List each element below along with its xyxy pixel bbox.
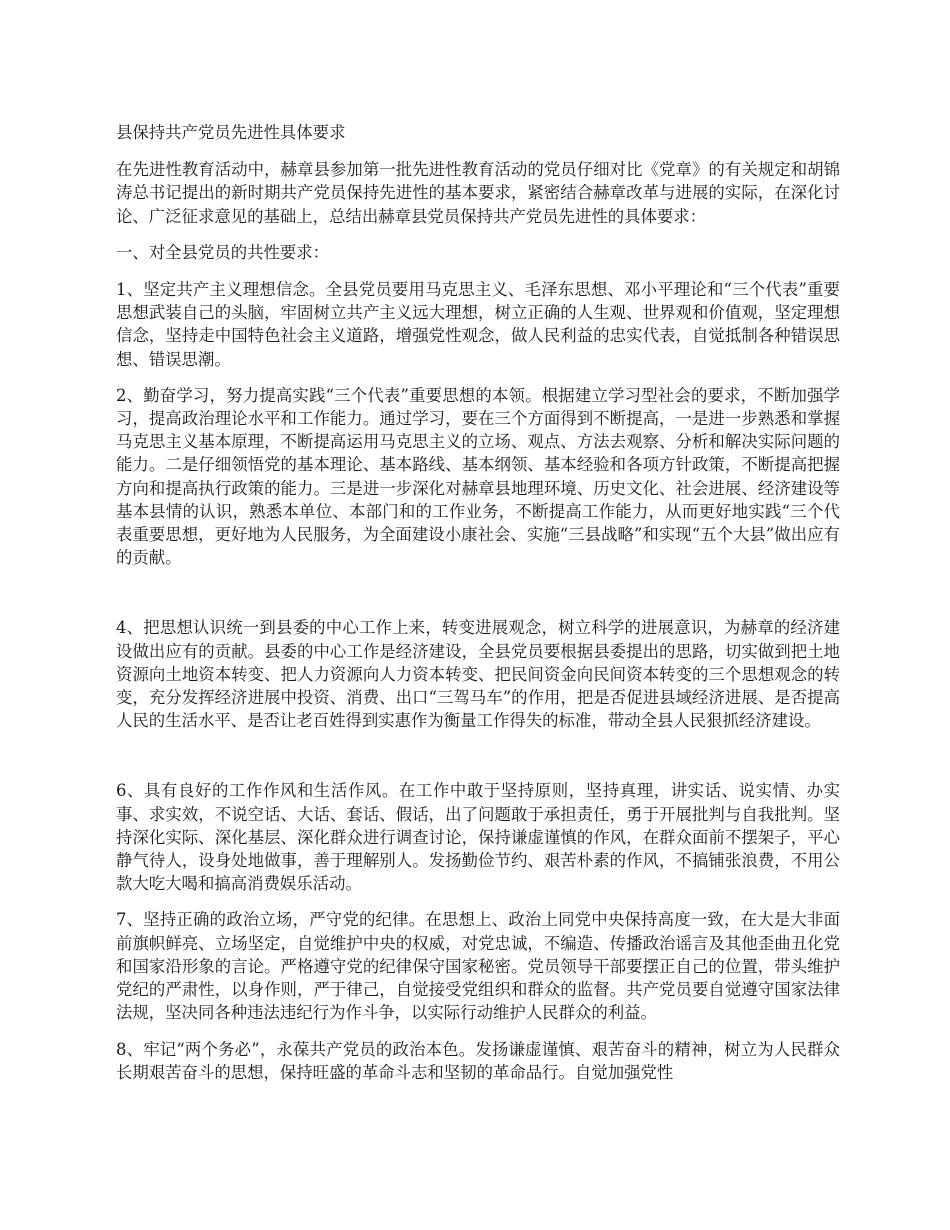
intro-paragraph: 在先进性教育活动中，赫章县参加第一批先进性教育活动的党员仔细对比《党章》的有关规定和胡锦涛总书记提出的新时期共产党员保持先进性的基本要求，紧密结合赫章改革与进展的实际，在深化讨论、广泛征求意见的基础上，总结出赫章县党员保持共产党员先进性的具体要求：	[116, 160, 840, 226]
paragraph-item-1: 1、坚定共产主义理想信念。全县党员要用马克思主义、毛泽东思想、邓小平理论和“三个代表”重要思想武装自己的头脑，牢固树立共产主义远大理想，树立正确的人生观、世界观和价值观，坚定理想信念，坚持走中国特色社会主义道路，增强党性观念，做人民利益的忠实代表，自觉抵制各种错误思想、错误思潮。	[116, 280, 840, 369]
paragraph-item-6: 6、具有良好的工作作风和生活作风。在工作中敢于坚持原则，坚持真理，讲实话、说实情、办实事、求实效，不说空话、大话、套话、假话，出了问题敢于承担责任，勇于开展批判与自我批判。坚持深化实际、深化基层、深化群众进行调查讨论，保持谦虚谨慎的作风，在群众面前不摆架子，平心静气待人，设身处地做事，善于理解别人。发扬勤俭节约、艰苦朴素的作风，不搞铺张浪费，不用公款大吃大喝和搞高消费娱乐活动。	[116, 781, 840, 894]
paragraph-item-8: 8、牢记“两个务必”，永葆共产党员的政治本色。发扬谦虚谨慎、艰苦奋斗的精神，树立为人民群众长期艰苦奋斗的思想，保持旺盛的革命斗志和坚韧的革命品行。自觉加强党性	[116, 1039, 840, 1082]
document-title: 县保持共产党员先进性具体要求	[116, 123, 346, 142]
paragraph-item-7: 7、坚持正确的政治立场，严守党的纪律。在思想上、政治上同党中央保持高度一致，在大是大非面前旗帜鲜亮、立场坚定，自觉维护中央的权威，对党忠诚，不编造、传播政治谣言及其他歪曲丑化党和国家沿形象的言论。严格遵守党的纪律保守国家秘密。党员领导干部要摆正自己的位置，带头维护党纪的严肃性，以身作则，严于律己，自觉接受党组织和群众的监督。共产党员要自觉遵守国家法律法规，坚决同各种违法违纪行为作斗争，以实际行动维护人民群众的利益。	[116, 910, 840, 1023]
section-heading: 一、对全县党员的共性要求：	[116, 242, 330, 262]
paragraph-item-2: 2、勤奋学习，努力提高实践“三个代表”重要思想的本领。根据建立学习型社会的要求，不断加强学习，提高政治理论水平和工作能力。通过学习，要在三个方面得到不断提高，一是进一步熟悉和掌握马克思主义基本原理，不断提高运用马克思主义的立场、观点、方法去观察、分析和解决实际问题的能力。二是仔细领悟党的基本理论、基本路线、基本纲领、基本经验和各项方针政策，不断提高把握方向和提高执行政策的能力。三是进一步深化对赫章县地理环境、历史文化、社会进展、经济建设等基本县情的认识，熟悉本单位、本部门和的工作业务，不断提高工作能力，从而更好地实践“三个代表重要思想，更好地为人民服务，为全面建设小康社会、实施“三县战略”和实现“五个大县”做出应有的贡献。	[116, 385, 840, 568]
document-page	[116, 121, 840, 1084]
paragraph-item-4: 4、把思想认识统一到县委的中心工作上来，转变进展观念，树立科学的进展意识，为赫章的经济建设做出应有的贡献。县委的中心工作是经济建设，全县党员要根据县委提出的思路，切实做到把土地资源向土地资本转变、把人力资源向人力资本转变、把民间资金向民间资本转变的三个思想观念的转变，充分发挥经济进展中投资、消费、出口“三驾马车”的作用，把是否促进县域经济进展、是否提高人民的生活水平、是否让老百姓得到实惠作为衡量工作得失的标准，带动全县人民狠抓经济建设。	[116, 618, 840, 731]
